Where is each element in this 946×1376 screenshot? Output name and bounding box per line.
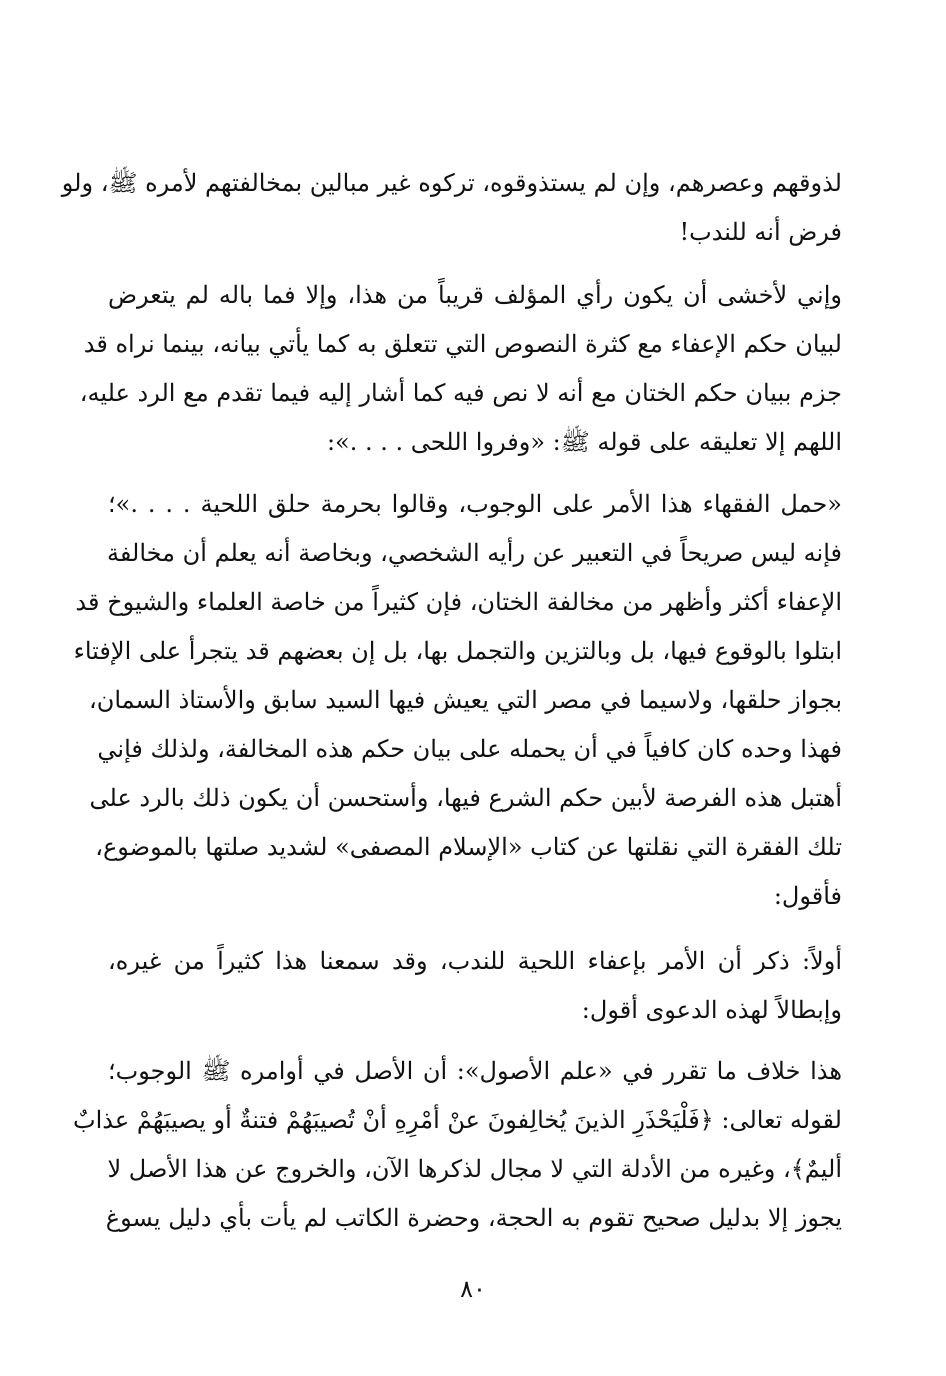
- text-line: «حمل الفقهاء هذا الأمر على الوجوب، وقالوا بحرمة حلق اللحية . . . .»؛: [108, 490, 842, 518]
- paragraph-5: [73, 1047, 842, 1243]
- text-line: ابتلوا بالوقوع فيها، بل وبالتزين والتجمل بها، بل إن بعضهم قد يتجرأ على الإفتاء: [73, 637, 842, 665]
- paragraph-2: [79, 271, 842, 467]
- paragraph-1: [61, 159, 842, 257]
- text-line: وإني لأخشى أن يكون رأي المؤلف قريباً من هذا، وإلا فما باله لم يتعرض: [108, 281, 842, 309]
- text-line: بجواز حلقها، ولاسيما في مصر التي يعيش فيها السيد سابق والأستاذ السمان،: [89, 686, 842, 714]
- text-line: جزم ببيان حكم الختان مع أنه لا نص فيه كما أشار إليه فيما تقدم مع الرد عليه،: [79, 379, 842, 407]
- text-line: أليمٌ﴾، وغيره من الأدلة التي لا مجال لذكرها الآن، والخروج عن هذا الأصل لا: [107, 1155, 842, 1183]
- text-line: فأقول:: [773, 882, 842, 910]
- text-line: هذا خلاف ما تقرر في «علم الأصول»: أن الأصل في أوامره ﷺ الوجوب؛: [108, 1057, 842, 1085]
- text-line: يجوز إلا بدليل صحيح تقوم به الحجة، وحضرة الكاتب لم يأت بأي دليل يسوغ: [105, 1204, 842, 1232]
- paragraph-4: [108, 937, 842, 1035]
- page-number: ٨٠: [460, 1275, 486, 1303]
- text-line: الإعفاء أكثر وأظهر من مخالفة الختان، فإن كثيراً من خاصة العلماء والشيوخ قد: [75, 588, 842, 616]
- text-line: تلك الفقرة التي نقلتها عن كتاب «الإسلام المصفى» لشديد صلتها بالموضوع،: [95, 833, 842, 861]
- text-line: أهتبل هذه الفرصة لأبين حكم الشرع فيها، وأستحسن أن يكون ذلك بالرد على: [89, 784, 842, 812]
- text-line: أولاً: ذكر أن الأمر بإعفاء اللحية للندب، وقد سمعنا هذا كثيراً من غيره،: [108, 947, 842, 975]
- text-line: فهذا وحده كان كافياً في أن يحمله على بيان حكم هذه المخالفة، ولذلك فإني: [97, 735, 842, 763]
- text-line: فإنه ليس صريحاً في التعبير عن رأيه الشخصي، وبخاصة أنه يعلم أن مخالفة: [107, 539, 842, 567]
- text-line: لقوله تعالى: ﴿فَلْيَحْذَرِ الذينَ يُخالِفونَ عنْ أمْرِهِ أنْ تُصيبَهُمْ فتنةٌ أو يصيبَهُمْ عذابٌ: [73, 1106, 842, 1134]
- text-line: لبيان حكم الإعفاء مع كثرة النصوص التي تتعلق به كما يأتي بيانه، بينما نراه قد: [83, 330, 842, 358]
- paragraph-3: [73, 480, 842, 921]
- text-line: وإبطالاً لهذه الدعوى أقول:: [581, 996, 842, 1024]
- text-line: اللهم إلا تعليقه على قوله ﷺ: «وفروا اللحى . . . .»:: [326, 428, 842, 456]
- text-line: لذوقهم وعصرهم، وإن لم يستذوقوه، تركوه غير مبالين بمخالفتهم لأمره ﷺ، ولو: [61, 169, 842, 197]
- text-line: فرض أنه للندب!: [679, 218, 842, 246]
